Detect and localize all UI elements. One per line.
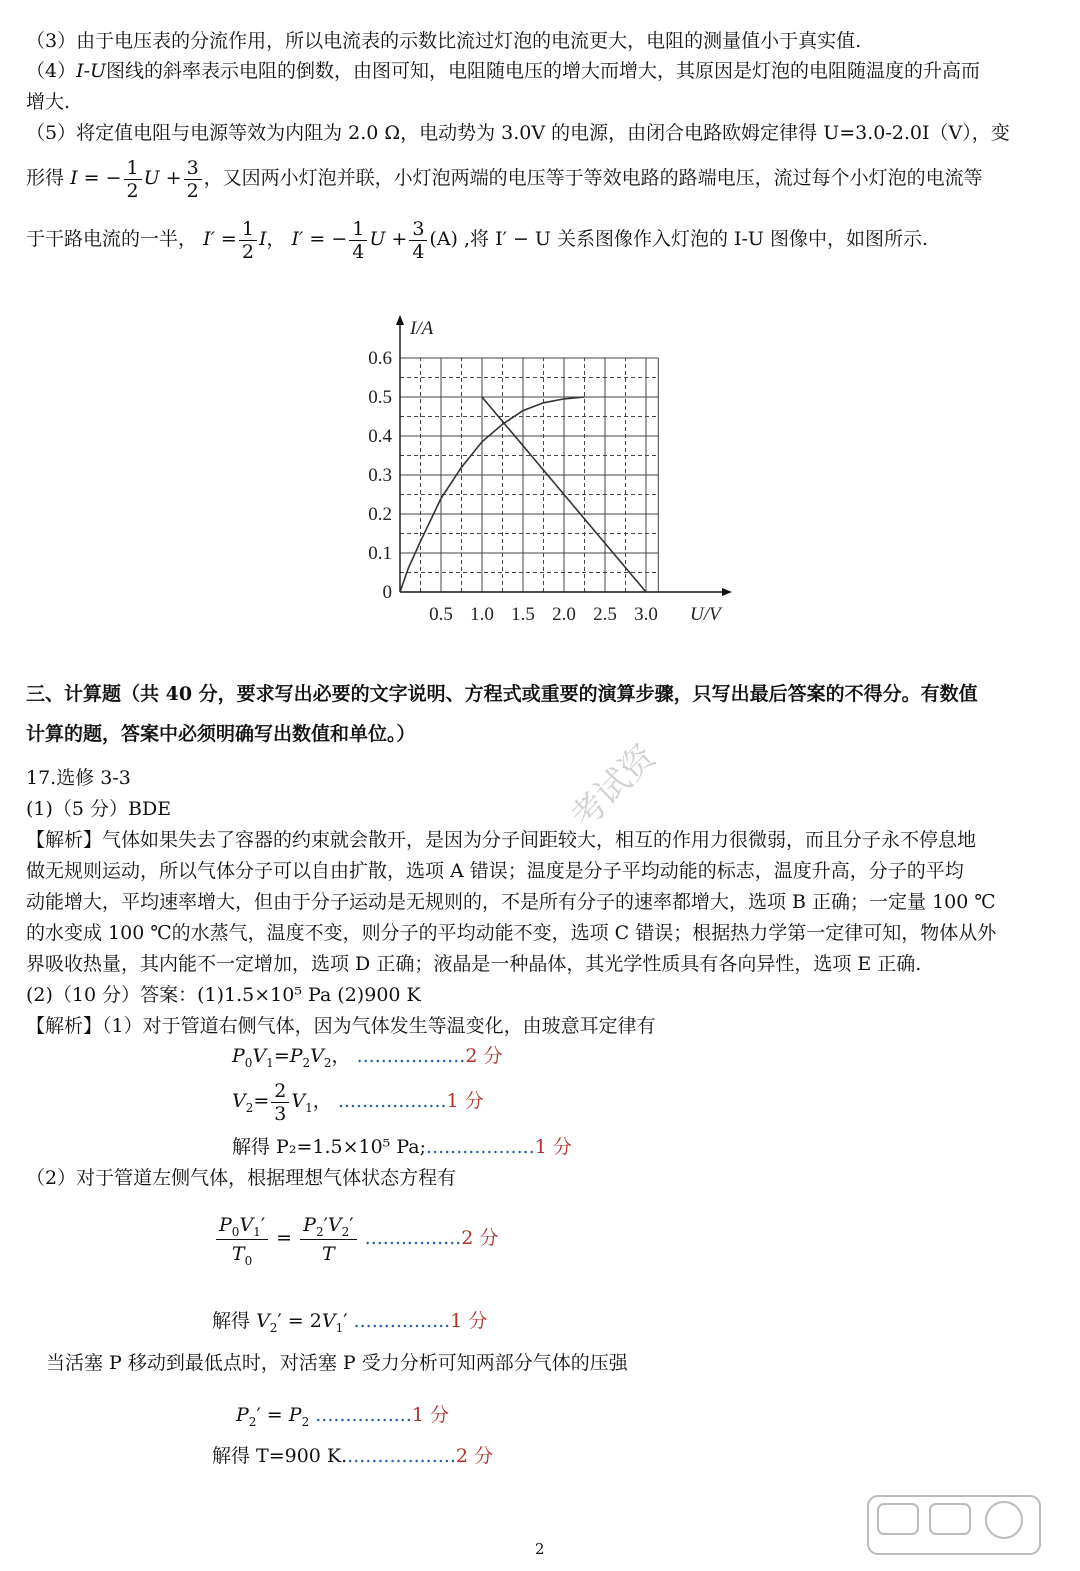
dots: .................. [337, 1090, 447, 1112]
fraction-quarter: $\frac{1}{4}$ [349, 218, 367, 263]
text-line-5c: 于干路电流的一半， I′ = $\frac{1}{2}$ I， I′ = − $\frac{1}{4}$ U + $\frac{3}{4}$ (A) ,将 I′ − U 关系图像作入灯泡的 I-U 图像中，如图所示. [26, 217, 929, 263]
x-tick-label: 2.0 [552, 604, 576, 625]
x-tick-label: 1.0 [470, 604, 494, 625]
score: 1 分 [411, 1404, 450, 1426]
x-tick-label: 2.5 [593, 604, 617, 625]
equation-ideal-gas: $\frac{P_0V_1'}{T_0}$ = $\frac{P_2'V_2'}{T}$ ................2 分 [214, 1210, 498, 1268]
analysis-1-d: 的水变成 100 ℃的水蒸气，温度不变，则分子的平均动能不变，选项 C 错误；根据热力学第一定律可知，物体从外 [26, 922, 997, 944]
part-2-intro: （2）对于管道左侧气体，根据理想气体状态方程有 [26, 1167, 457, 1189]
text-line-4: （4）I-U图线的斜率表示电阻的倒数，由图可知，电阻随电压的增大而增大，其原因是灯泡的电阻随温度的升高而 [26, 60, 981, 82]
dots: .................. [356, 1045, 466, 1067]
iu-chart [340, 312, 740, 632]
piston-text: 当活塞 P 移动到最低点时，对活塞 P 受力分析可知两部分气体的压强 [46, 1352, 628, 1374]
result-text: 解得 P₂=1.5×10⁵ Pa; [232, 1136, 426, 1158]
equation-p2-result [232, 1134, 572, 1160]
analysis-1-c: 动能增大，平均速率增大，但由于分子运动是无规则的，不是所有分子的速率都增大，选项 B 正确；一定量 100 ℃ [26, 891, 996, 913]
dots: ................ [353, 1310, 451, 1332]
analysis-1-e: 界吸收热量，其内能不一定增加，选项 D 正确；液晶是一种晶体，其光学性质具有各向异性，选项 E 正确. [26, 953, 922, 975]
dots: .................. [426, 1136, 535, 1158]
fraction-three-quarter: $\frac{3}{4}$ [409, 218, 427, 263]
text-line-4-body: 图线的斜率表示电阻的倒数，由图可知，电阻随电压的增大而增大，其原因是灯泡的电阻随温度的升高而 [106, 60, 981, 82]
y-tick-label: 0.2 [368, 504, 392, 525]
question-17-part2: (2)（10 分）答案：(1)1.5×10⁵ Pa (2)900 K [26, 984, 421, 1006]
x-axis-arrow [722, 588, 732, 596]
fraction-half-2: $\frac{1}{2}$ [239, 218, 257, 263]
y-tick-label: 0.3 [368, 465, 392, 486]
text-line-5b: 形得 I = − $\frac{1}{2}$ U + $\frac{3}{2}$ ，又因两小灯泡并联，小灯泡两端的电压等于等效电路的路端电压，流过每个小灯泡的电流等 [26, 156, 983, 202]
text-line-5: （5）将定值电阻与电源等效为内阻为 2.0 Ω，电动势为 3.0V 的电源，由闭合电路欧姆定律得 U=3.0-2.0I（V），变 [26, 122, 1010, 144]
y-tick-label: 0 [382, 582, 392, 603]
section-3-title: 三、计算题（共 40 分，要求写出必要的文字说明、方程式或重要的演算步骤，只写出最后答案的不得分。有数值 [26, 683, 978, 705]
y-tick-label: 0.4 [368, 426, 392, 447]
y-axis-arrow [396, 315, 404, 325]
score: 1 分 [450, 1310, 488, 1332]
y-tick-label: 0.6 [368, 348, 392, 369]
score: 2 分 [455, 1445, 494, 1467]
dots: .................. [347, 1445, 456, 1467]
text-line-5b-pre: 形得 [26, 167, 65, 189]
dots: ................ [315, 1404, 412, 1426]
y-tick-label: 0.1 [368, 543, 392, 564]
y-axis-label: I/A [410, 318, 434, 339]
text-line-4-cont: 增大. [26, 91, 71, 113]
fraction-three-half: $\frac{3}{2}$ [184, 157, 202, 202]
result-prefix: 解得 [212, 1310, 251, 1332]
x-tick-label: 3.0 [634, 604, 658, 625]
site-logo-icon [864, 1490, 1044, 1560]
page-number: 2 [535, 1540, 545, 1558]
text-line-3: （3）由于电压表的分流作用，所以电流表的示数比流过灯泡的电流更大，电阻的测量值小于真实值. [26, 30, 862, 52]
y-tick-label: 0.5 [368, 387, 392, 408]
formula-i: I = − [70, 167, 122, 189]
x-tick-label: 1.5 [511, 604, 535, 625]
x-axis-label: U/V [690, 604, 721, 625]
score: 2 分 [461, 1227, 499, 1249]
dots: ................ [364, 1227, 462, 1249]
equation-t-result [212, 1443, 493, 1469]
analysis-1-a: 【解析】气体如果失去了容器的约束就会散开，是因为分子间距较大，相互的作用力很微弱，而且分子永不停息地 [26, 829, 977, 851]
text-line-5b-post: ，又因两小灯泡并联，小灯泡两端的电压等于等效电路的路端电压，流过每个小灯泡的电流等 [203, 167, 983, 189]
text-line-5c-post: (A) ,将 I′ − U 关系图像作入灯泡的 I-U 图像中，如图所示. [429, 228, 929, 250]
question-17: 17.选修 3-3 [26, 767, 131, 789]
equation-v2: $V_2=$ $\frac{2}{3}$ $V_1$， ..................1 分 [232, 1079, 484, 1125]
iu-term: I-U [76, 60, 107, 82]
fraction-half: $\frac{1}{2}$ [124, 157, 142, 202]
equation-boyle: $P_0V_1=P_2V_2$， ..................2 分 [232, 1045, 503, 1070]
watermark-text: 考试资 [563, 736, 664, 838]
text-line-5c-pre: 于干路电流的一半， [26, 228, 198, 250]
score: 1 分 [534, 1136, 572, 1158]
result-text: 解得 T=900 K. [212, 1445, 348, 1467]
analysis-1-b: 做无规则运动，所以气体分子可以自由扩散，选项 A 错误；温度是分子平均动能的标志，温度升高，分子的平均 [26, 860, 964, 882]
equation-p2-prime: $P_2' = P_2$ ................1 分 [236, 1404, 450, 1429]
equation-v2-prime: 解得 $V_2' = 2V_1'$ ................1 分 [212, 1310, 488, 1335]
score: 1 分 [446, 1090, 484, 1112]
question-17-part1: (1)（5 分）BDE [26, 798, 172, 820]
score: 2 分 [465, 1045, 503, 1067]
section-3-title-cont: 计算的题，答案中必须明确写出数值和单位。） [26, 723, 416, 745]
analysis-2: 【解析】（1）对于管道右侧气体，因为气体发生等温变化，由玻意耳定律有 [26, 1015, 656, 1037]
x-tick-label: 0.5 [429, 604, 453, 625]
